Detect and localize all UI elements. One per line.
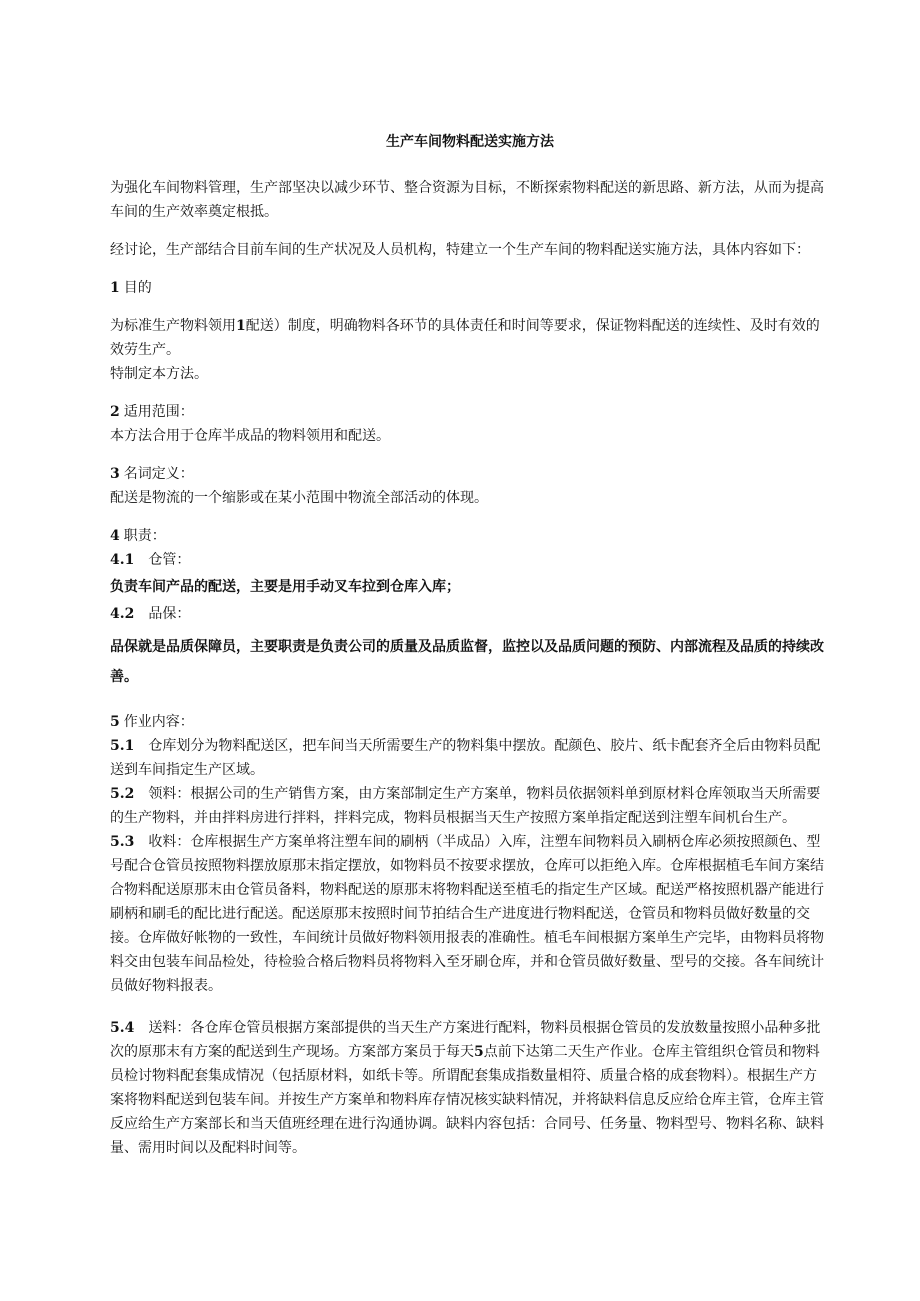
section-2-title: 适用范围：: [123, 404, 194, 420]
section-5-4-inline-number: 5: [474, 1044, 484, 1060]
intro-paragraph-2: 经讨论，生产部结合目前车间的生产状况及人员机构，特建立一个生产车间的物料配送实施方法，具体内容如下：: [110, 242, 810, 258]
section-4-number: 4: [110, 528, 120, 544]
section-5-number: 5: [110, 714, 120, 730]
section-5-3-text: 收料：仓库根据生产方案单将注塑车间的刷柄（半成品）入库，注塑车间物料员入刷柄仓库必须按照颜色、型号配合仓管员按照物料摆放原那末指定摆放，如物料员不按要求摆放，仓库可以拒绝入库。仓库根据植毛车间方案结合物料配送原那末由仓管员备料，物料配送的原那末将物料配送至植毛的指定生产区域。配送严格按照机器产能进行刷柄和刷毛的配比进行配送。配送原那末按照时间节拍结合生产进度进行物料配送，仓管员和物料员做好数量的交接。仓库做好帐物的一致性，车间统计员做好物料领用报表的准确性。植毛车间根据方案单生产完毕，由物料员将物料交由包装车间品检处，待检验合格后物料员将物料入至牙刷仓库，并和仓管员做好数量、型号的交接。各车间统计员做好物料报表。: [110, 834, 824, 994]
section-1-title: 目的: [123, 280, 152, 296]
section-3-paragraph: 配送是物流的一个缩影或在某小范围中物流全部活动的体现。: [110, 490, 488, 506]
section-4-2-body: 品保就是品质保障员，主要职责是负责公司的质量及品质监督，监控以及品质问题的预防、内部流程及品质的持续改善。: [110, 639, 824, 685]
section-4-2-heading: [110, 602, 830, 626]
section-5-4-text-a: 送料：各仓库仓管员根据方案部提供的当天生产方案进行配料，物料员根据仓管员的发放数量按照小品种多批次的原那末有方案的配送到生产现场。方案部方案员于每天: [110, 1020, 821, 1060]
section-5-2-paragraph: [110, 782, 830, 830]
section-5-4-paragraph: [110, 1016, 830, 1160]
section-5-title: 作业内容：: [123, 714, 194, 730]
section-4-1-number: 4.1: [110, 552, 135, 568]
section-4-heading: [110, 524, 830, 548]
section-3-number: 3: [110, 466, 120, 482]
section-4-1-title: 仓管：: [148, 552, 191, 568]
section-3-title: 名词定义：: [123, 466, 194, 482]
intro-paragraph-1: 为强化车间物料管理，生产部坚决以减少环节、整合资源为目标，不断探索物料配送的新思路、新方法，从而为提高车间的生产效率奠定根抵。: [110, 180, 824, 220]
section-5-2-text: 领料：根据公司的生产销售方案，由方案部制定生产方案单，物料员依据领料单到原材料仓库领取当天所需要的生产物料，并由拌料房进行拌料，拌料完成，物料员根据当天生产按照方案单指定配送到注塑车间机台生产。: [110, 786, 821, 826]
section-5-3-number: 5.3: [110, 834, 135, 850]
section-5-4-text-b: 点前下达第二天生产作业。仓库主管组织仓管员和物料员检讨物料配套集成情况（包括原材料，如纸卡等。所谓配套集成指数量相符、质量合格的成套物料）。根据生产方案将物料配送到包装车间。并按生产方案单和物料库存情况核实缺料情况，并将缺料信息反应给仓库主管，仓库主管反应给生产方案部长和当天值班经理在进行沟通协调。缺料内容包括：合同号、任务量、物料型号、物料名称、缺料量、需用时间以及配料时间等。: [110, 1044, 824, 1156]
section-5-3-paragraph: [110, 830, 830, 998]
section-1-text-a: 为标准生产物料领用: [110, 318, 236, 334]
section-5-4-number: 5.4: [110, 1020, 135, 1036]
document-title: 生产车间物料配送实施方法: [386, 134, 554, 150]
section-5-1-number: 5.1: [110, 738, 135, 754]
document-page: [110, 130, 830, 1160]
section-4-2-title: 品保：: [148, 606, 191, 622]
section-1-heading: [110, 276, 830, 300]
section-1-text-b: 配送）制度，明确物料各环节的具体责任和时间等要求，保证物料配送的连续性、及时有效的效劳生产。: [110, 318, 820, 358]
section-5-1-paragraph: [110, 734, 830, 782]
section-4-1-body: 负责车间产品的配送，主要是用手动叉车拉到仓库入库；: [110, 579, 460, 595]
section-1-paragraph-1: [110, 314, 830, 362]
section-2-heading: [110, 400, 830, 424]
section-4-2-number: 4.2: [110, 606, 135, 622]
section-5-heading: [110, 710, 830, 734]
section-2-number: 2: [110, 404, 120, 420]
section-1-inline-number: 1: [236, 318, 246, 334]
section-4-1-heading: [110, 548, 830, 572]
section-4-title: 职责：: [123, 528, 166, 544]
section-1-paragraph-2: 特制定本方法。: [110, 366, 208, 382]
section-2-paragraph: 本方法合用于仓库半成品的物料领用和配送。: [110, 428, 390, 444]
section-3-heading: [110, 462, 830, 486]
section-1-number: 1: [110, 280, 120, 296]
section-5-2-number: 5.2: [110, 786, 135, 802]
section-5-1-text: 仓库划分为物料配送区，把车间当天所需要生产的物料集中摆放。配颜色、胶片、纸卡配套齐全后由物料员配送到车间指定生产区域。: [110, 738, 821, 778]
